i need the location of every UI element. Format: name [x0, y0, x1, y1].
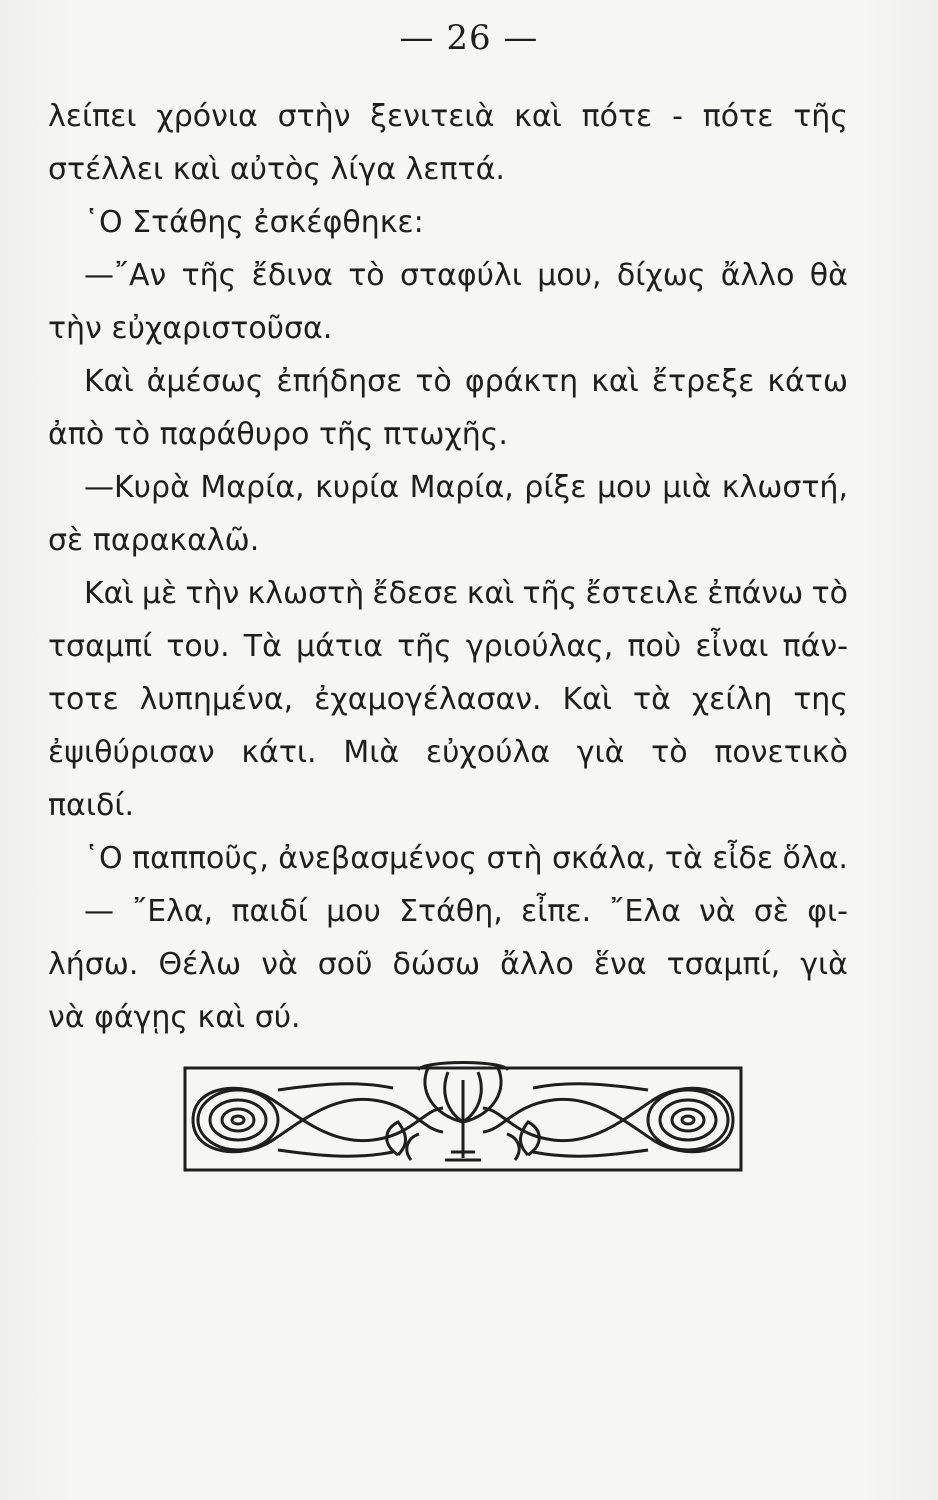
- text-line: τσαμπί του. Τὰ μάτια τῆς γριούλας, ποὺ εἶναι πάν-: [48, 629, 848, 664]
- text-line: νὰ φάγῃς καὶ σύ.: [48, 1000, 301, 1035]
- text-line: λείπει χρόνια στὴν ξενιτειὰ καὶ πότε - πότε τῆς: [48, 99, 848, 134]
- text-line: τὴν εὐχαριστοῦσα.: [48, 311, 333, 346]
- text-line: Καὶ μὲ τὴν κλωστὴ ἔδεσε καὶ τῆς ἔστειλε ἐπάνω τὸ: [84, 576, 848, 611]
- page-number: — 26 —: [399, 18, 539, 58]
- body-text: [48, 90, 848, 1044]
- text-line: σὲ παρακαλῶ.: [48, 523, 260, 558]
- text-line: παιδί.: [48, 788, 135, 823]
- text-line: — ῎Ελα, παιδί μου Στάθη, εἶπε. ῎Ελα νὰ σὲ φι-: [84, 894, 848, 929]
- text-line: ῾Ο Στάθης ἐσκέφθηκε:: [84, 205, 424, 240]
- text-line: στέλλει καὶ αὐτὸς λίγα λεπτά.: [48, 152, 505, 187]
- text-line: ῾Ο παπποῦς, ἀνεβασμένος στὴ σκάλα, τὰ εἶδε ὅλα.: [84, 841, 848, 876]
- text-line: Καὶ ἀμέσως ἐπήδησε τὸ φράκτη καὶ ἔτρεξε κάτω: [84, 364, 848, 399]
- text-line: λήσω. Θέλω νὰ σοῦ δώσω ἄλλο ἕνα τσαμπί, γιὰ: [48, 947, 848, 982]
- text-line: ἀπὸ τὸ παράθυρο τῆς πτωχῆς.: [48, 417, 508, 452]
- text-line: —Κυρὰ Μαρία, κυρία Μαρία, ρίξε μου μιὰ κλωστή,: [84, 470, 848, 505]
- text-line: —῎Αν τῆς ἔδινα τὸ σταφύλι μου, δίχως ἄλλο θὰ: [84, 258, 848, 293]
- text-line: τοτε λυπημένα, ἐχαμογέλασαν. Καὶ τὰ χείλη της: [48, 682, 848, 717]
- text-line: ἐψιθύρισαν κάτι. Μιὰ εὐχούλα γιὰ τὸ πονετικὸ: [48, 735, 848, 770]
- decorative-ornament: [183, 1060, 743, 1178]
